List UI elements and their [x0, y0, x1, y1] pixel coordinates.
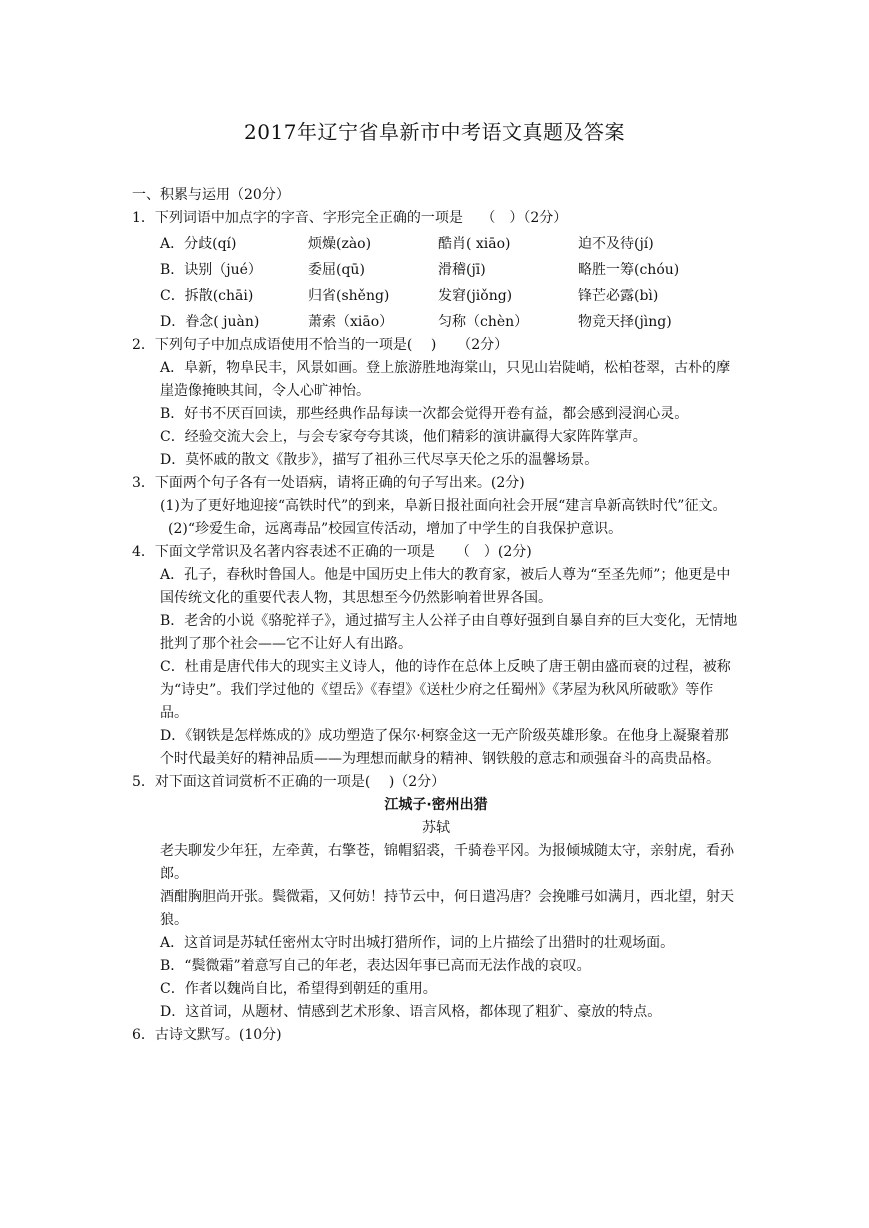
poem-title: 江城子·密州出猎 [384, 797, 488, 813]
q1-d-3: 匀称（chèn） [438, 314, 529, 330]
q1-a-1: A．分歧(qí) [160, 236, 237, 252]
q1-option-a [132, 233, 740, 256]
q1-option-c [132, 285, 740, 308]
q2-option-d: D．莫怀戚的散文《散步》，描写了祖孙三代尽享天伦之乐的温馨场景。 [160, 452, 599, 468]
q1-d-2: 萧索（xiāo） [308, 314, 394, 330]
q4-option-b: B．老舍的小说《骆驼祥子》，通过描写主人公祥子由自尊好强到自暴自弃的巨大变化，无情地批判了那个社会——它不让好人有出路。 [160, 613, 738, 652]
q5-option-b: B．“鬓微霜”着意写自己的年老，表达因年事已高而无法作战的哀叹。 [160, 958, 591, 974]
q2-option-a: A．阜新，物阜民丰，风景如画。登上旅游胜地海棠山，只见山岩陡峭，松柏苍翠，古朴的摩崖造像掩映其间，令人心旷神怡。 [160, 360, 731, 399]
page-title: 2017年辽宁省阜新市中考语文真题及答案 [244, 120, 625, 144]
q2-option-c: C．经验交流大会上，与会专家夸夸其谈，他们精彩的演讲赢得大家阵阵掌声。 [160, 429, 647, 445]
q3-stem: 3．下面两个句子各有一处语病，请将正确的句子写出来。(2分) [132, 475, 525, 491]
poem-author: 苏轼 [422, 820, 450, 836]
q5-stem: 5．对下面这首词赏析不正确的一项是( )（2分） [132, 774, 446, 790]
q1-a-4: 迫不及待(jí) [578, 236, 654, 252]
q2-stem: 2．下列句子中加点成语使用不恰当的一项是( ) （2分） [132, 337, 509, 353]
poem-stanza-2: 酒酣胸胆尚开张。鬓微霜，又何妨！持节云中，何日遣冯唐？会挽雕弓如满月，西北望，射天狼。 [160, 889, 734, 928]
q6-stem: 6．古诗文默写。(10分) [132, 1027, 282, 1043]
q1-c-4: 锋芒必露(bì) [578, 288, 659, 304]
q4-option-c: C．杜甫是唐代伟大的现实主义诗人，他的诗作在总体上反映了唐王朝由盛而衰的过程，被称为“诗史”。我们学过他的《望岳》《春望》《送杜少府之任蜀州》《茅屋为秋风所破歌》等作品。 [160, 659, 731, 721]
q1-d-4: 物竞天择(jìng) [578, 314, 672, 330]
q1-option-b [132, 259, 740, 282]
q1-a-2: 烦燥(zào) [308, 236, 372, 252]
q3-sentence-1: (1)为了更好地迎接“高铁时代”的到来，阜新日报社面向社会开展“建言阜新高铁时代”征文。 [160, 498, 727, 514]
q1-d-1: D．眷念( juàn) [160, 314, 260, 330]
q1-b-3: 滑稽(jī) [438, 262, 486, 278]
q1-stem: 1．下列词语中加点字的字音、字形完全正确的一项是 （ ）（2分） [132, 210, 568, 226]
q5-option-c: C．作者以魏尚自比，希望得到朝廷的重用。 [160, 981, 437, 997]
q1-c-3: 发窘(jiǒng) [438, 288, 513, 304]
q1-b-4: 略胜一筹(chóu) [578, 262, 680, 278]
q1-a-3: 酷肖( xiāo) [438, 236, 511, 252]
q1-b-2: 委屈(qū) [308, 262, 365, 278]
q4-option-a: A．孔子，春秋时鲁国人。他是中国历史上伟大的教育家，被后人尊为“至圣先师”；他更是中国传统文化的重要代表人物，其思想至今仍然影响着世界各国。 [160, 567, 731, 606]
section-heading: 一、积累与运用（20分） [132, 187, 290, 203]
q1-c-1: C．拆散(chāi) [160, 288, 254, 304]
q1-c-2: 归省(shěng) [308, 288, 390, 304]
document-body [132, 184, 740, 1047]
q5-option-d: D．这首词，从题材、情感到艺术形象、语言风格，都体现了粗犷、豪放的特点。 [160, 1004, 662, 1020]
q3-sentence-2: (2)“珍爱生命，远离毒品”校园宣传活动，增加了中学生的自我保护意识。 [168, 521, 623, 537]
q4-stem: 4．下面文学常识及名著内容表述不正确的一项是 （ ）(2分) [132, 544, 532, 560]
q4-option-d: D．《钢铁是怎样炼成的》成功塑造了保尔·柯察金这一无产阶级英雄形象。在他身上凝聚着那个时代最美好的精神品质——为理想而献身的精神、钢铁般的意志和顽强奋斗的高贵品格。 [160, 728, 729, 767]
poem-stanza-1: 老夫聊发少年狂，左牵黄，右擎苍，锦帽貂裘，千骑卷平冈。为报倾城随太守，亲射虎，看孙郎。 [160, 843, 734, 882]
q1-b-1: B．诀别（jué） [160, 262, 262, 278]
q5-option-a: A．这首词是苏轼任密州太守时出城打猎所作，词的上片描绘了出猎时的壮观场面。 [160, 935, 675, 951]
q2-option-b: B．好书不厌百回读，那些经典作品每读一次都会觉得开卷有益，都会感到浸润心灵。 [160, 406, 689, 422]
q1-option-d [132, 311, 740, 334]
